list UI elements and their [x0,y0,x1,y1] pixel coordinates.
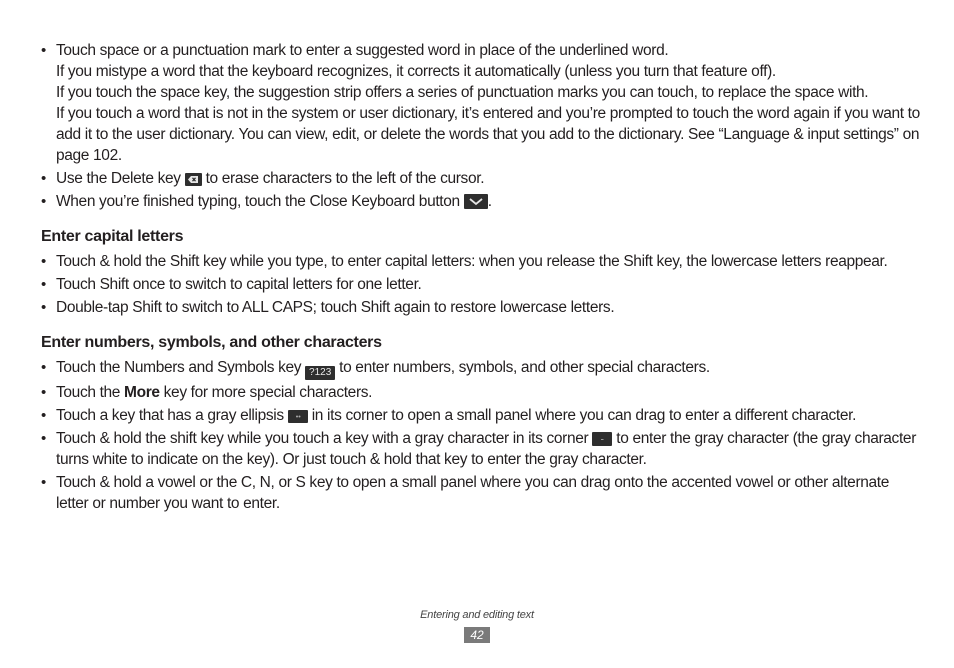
text: in its corner to open a small panel where you can drag to enter a different character. [311,407,857,424]
paragraph: If you mistype a word that the keyboard recognizes, it corrects it automatically (unless you turn that feature off). [56,63,776,80]
text: Touch the Numbers and Symbols key [56,359,302,376]
paragraph: • Touch space or a punctuation mark to enter a suggested word in place of the underlined word. [56,42,669,59]
page-number: 42 [464,627,490,643]
text: . [487,193,492,210]
text: key for more special characters. [163,384,373,401]
footer-section-label: Entering and editing text [420,609,534,621]
more-key-label: More [124,384,160,401]
intro-list [41,40,921,212]
section-heading-numbers-symbols: Enter numbers, symbols, and other characters [41,334,382,351]
close-keyboard-icon [464,194,488,209]
text: Touch the [56,384,121,401]
list-item [41,428,921,470]
text: Touch & hold the shift key while you touch a key with a gray character in its corner [56,430,589,447]
list-item: • Touch & hold a vowel or the C, N, or S key to open a small panel where you can drag onto the accented vowel or other alternate letter or number you want to enter. [41,472,921,514]
gray-character-icon [592,432,612,446]
section-heading-capital-letters: Enter capital letters [41,228,184,245]
delete-key-icon [185,173,202,186]
numbers-symbols-key-icon: ?123 [305,366,335,380]
text: Use the Delete key [56,170,181,187]
text: Touch a key that has a gray ellipsis [56,407,284,424]
paragraph: If you touch the space key, the suggestion strip offers a series of punctuation marks you can touch, to replace the space with. [56,84,869,101]
text: to enter the gray character (the gray character turns white to indicate on the key). Or just touch & hold that key to enter the gray character. [56,430,916,468]
paragraph: If you touch a word that is not in the system or user dictionary, it’s entered and you’re prompted to touch the word again if you want to add it to the user dictionary. You can view, edit, or delete the words that you add to the dictionary. See “Language & input settings” on page 102. [56,105,920,164]
list-item: • Touch Shift once to switch to capital letters for one letter. [41,274,921,295]
text: When you’re finished typing, touch the Close Keyboard button [56,193,460,210]
text: to erase characters to the left of the cursor. [205,170,485,187]
capital-list [41,251,921,318]
list-item: • Double-tap Shift to switch to ALL CAPS; touch Shift again to restore lowercase letters. [41,297,921,318]
text: to enter numbers, symbols, and other special characters. [339,359,710,376]
list-item: • Touch & hold the Shift key while you type, to enter capital letters: when you release the Shift key, the lowercase letters reappear. [41,251,921,272]
list-item [41,168,921,189]
list-item [41,40,921,166]
gray-ellipsis-icon [288,410,308,423]
page-content [41,40,921,516]
list-item [41,405,921,426]
list-item [41,191,921,212]
numbers-list [41,357,921,514]
list-item [41,382,921,403]
list-item [41,357,921,380]
